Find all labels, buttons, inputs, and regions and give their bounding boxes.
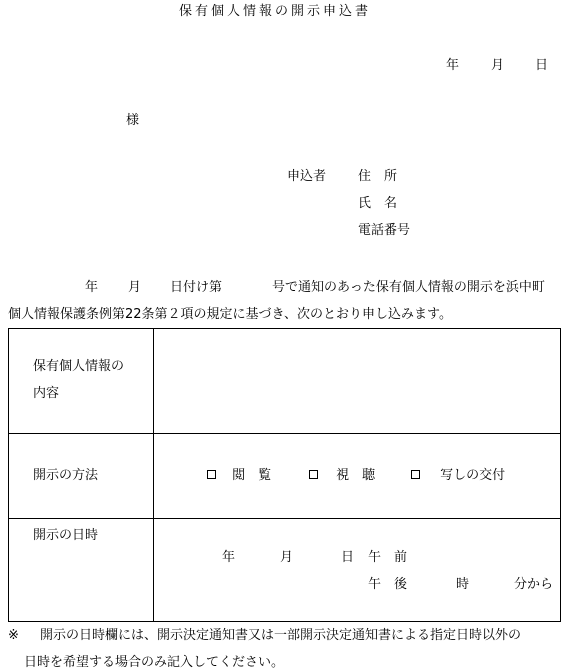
body-day-number-label: 日付け第 xyxy=(170,280,223,295)
note-mark: ※ xyxy=(8,628,19,643)
datetime-day-label: 日 xyxy=(341,550,355,565)
body-month-label: 月 xyxy=(128,280,142,295)
applicant-name-label: 氏 名 xyxy=(358,196,398,211)
date-month-label: 月 xyxy=(491,58,505,73)
date-year-label: 年 xyxy=(446,58,460,73)
view-checkbox[interactable] xyxy=(207,470,216,479)
request-form-table xyxy=(8,328,561,622)
date-day-label: 日 xyxy=(535,58,549,73)
content-label-line2: 内容 xyxy=(33,386,60,401)
method-option-listen[interactable] xyxy=(309,469,375,482)
listen-option-label: 視 聴 xyxy=(336,468,376,483)
applicant-label: 申込者 xyxy=(287,169,327,184)
body-text-line2: 個人情報保護条例第22条第２項の規定に基づき、次のとおり申し込みます。 xyxy=(8,307,452,322)
view-option-label: 閲 覧 xyxy=(232,468,272,483)
datetime-hour-label: 時 xyxy=(456,577,470,592)
datetime-year-label: 年 xyxy=(222,550,236,565)
copy-checkbox[interactable] xyxy=(411,470,420,479)
applicant-address-label: 住 所 xyxy=(358,169,398,184)
note-line2: 日時を希望する場合のみ記入してください。 xyxy=(24,655,285,670)
document-title: 保有個人情報の開示申込書 xyxy=(179,4,372,19)
datetime-month-label: 月 xyxy=(280,550,294,565)
copy-option-label: 写しの交付 xyxy=(440,468,506,483)
listen-checkbox[interactable] xyxy=(309,470,318,479)
table-row-divider-2 xyxy=(9,518,560,519)
body-year-label: 年 xyxy=(85,280,99,295)
content-label-line1: 保有個人情報の xyxy=(33,359,125,374)
method-option-copy[interactable] xyxy=(411,469,505,482)
applicant-phone-label: 電話番号 xyxy=(358,223,411,238)
datetime-pm-label: 午 後 xyxy=(368,577,408,592)
datetime-label: 開示の日時 xyxy=(33,528,99,543)
method-option-view[interactable] xyxy=(207,469,271,482)
method-label: 開示の方法 xyxy=(33,468,99,483)
table-row-divider-1 xyxy=(9,433,560,434)
datetime-am-label: 午 前 xyxy=(368,550,408,565)
note-line1: 開示の日時欄には、開示決定通知書又は一部開示決定通知書による指定日時以外の xyxy=(40,628,522,643)
content-input-area[interactable] xyxy=(154,329,560,433)
datetime-minute-label: 分から xyxy=(514,577,554,592)
body-text-line1: 号で通知のあった保有個人情報の開示を浜中町 xyxy=(272,280,545,295)
addressee-suffix: 様 xyxy=(126,113,140,128)
